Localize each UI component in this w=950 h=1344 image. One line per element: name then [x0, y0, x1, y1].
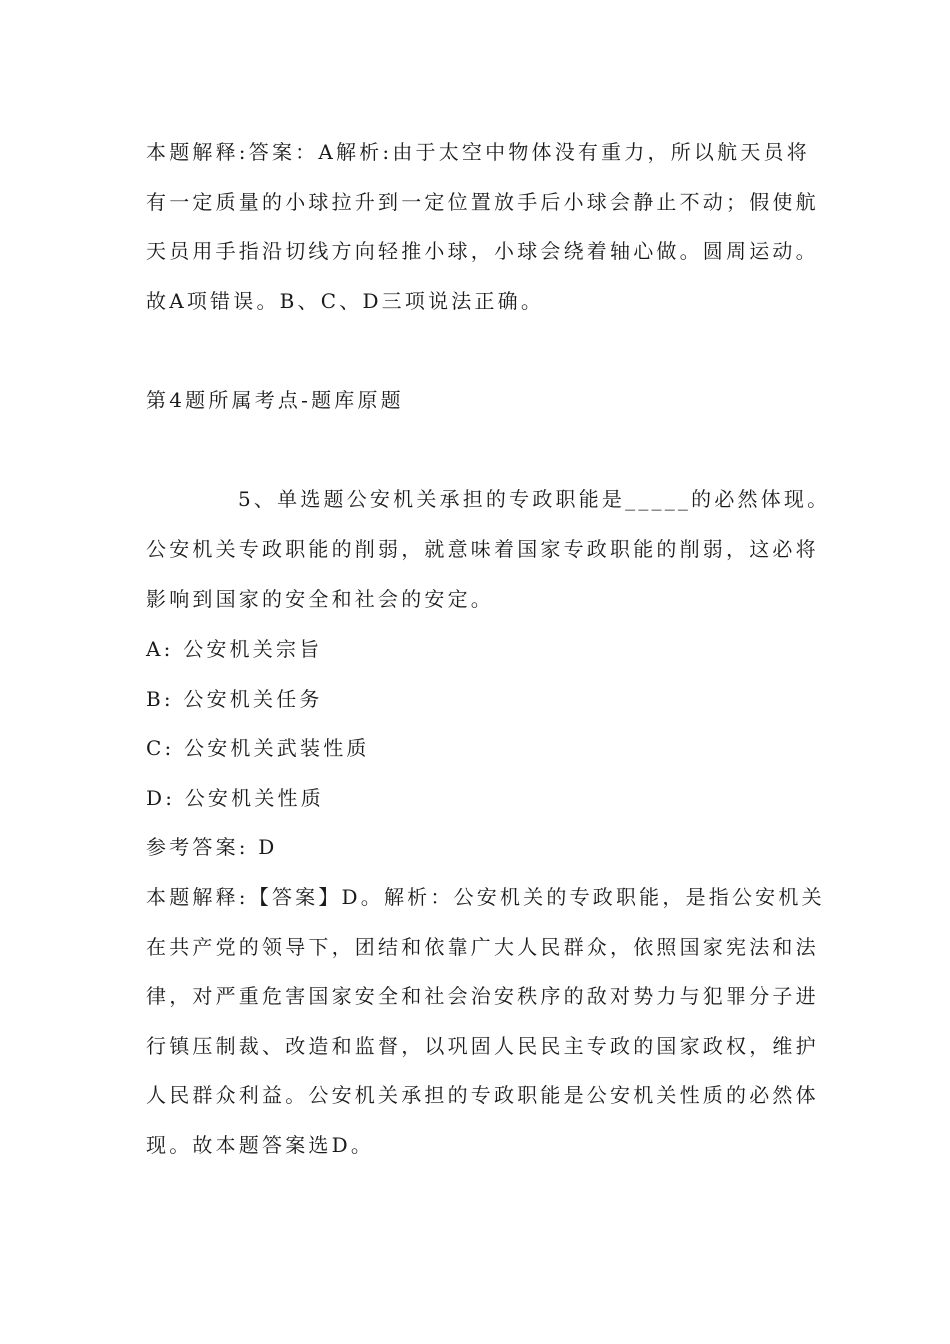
- option-b: B: 公安机关任务: [146, 687, 323, 711]
- topic-label-q4: 第4题所属考点-题库原题: [146, 388, 404, 412]
- explanation-line: 天员用手指沿切线方向轻推小球，小球会绕着轴心做。圆周运动。: [146, 239, 819, 263]
- explanation-line: 本题解释:【答案】D。解析：公安机关的专政职能，是指公安机关: [146, 885, 825, 909]
- option-d: D: 公安机关性质: [146, 786, 324, 810]
- question-stem-line: 5、单选题公安机关承担的专政职能是_____的必然体现。: [238, 487, 831, 511]
- explanation-line: 人民群众利益。公安机关承担的专政职能是公安机关性质的必然体: [146, 1083, 819, 1107]
- explanation-line: 现。故本题答案选D。: [146, 1133, 375, 1157]
- explanation-line: 本题解释:答案：A解析:由于太空中物体没有重力，所以航天员将: [146, 140, 810, 164]
- option-c: C: 公安机关武装性质: [146, 736, 370, 760]
- question-stem-line: 公安机关专政职能的削弱，就意味着国家专政职能的削弱，这必将: [146, 537, 819, 561]
- question-stem-line: 影响到国家的安全和社会的安定。: [146, 587, 494, 611]
- explanation-line: 故A项错误。B、C、D三项说法正确。: [146, 289, 545, 313]
- explanation-line: 律，对严重危害国家安全和社会治安秩序的敌对势力与犯罪分子进: [146, 984, 819, 1008]
- reference-answer: 参考答案: D: [146, 835, 278, 859]
- explanation-line: 在共产党的领导下，团结和依靠广大人民群众，依照国家宪法和法: [146, 935, 819, 959]
- option-a: A: 公安机关宗旨: [146, 637, 323, 661]
- explanation-line: 有一定质量的小球拉升到一定位置放手后小球会静止不动；假使航: [146, 190, 819, 214]
- explanation-line: 行镇压制裁、改造和监督，以巩固人民民主专政的国家政权，维护: [146, 1034, 819, 1058]
